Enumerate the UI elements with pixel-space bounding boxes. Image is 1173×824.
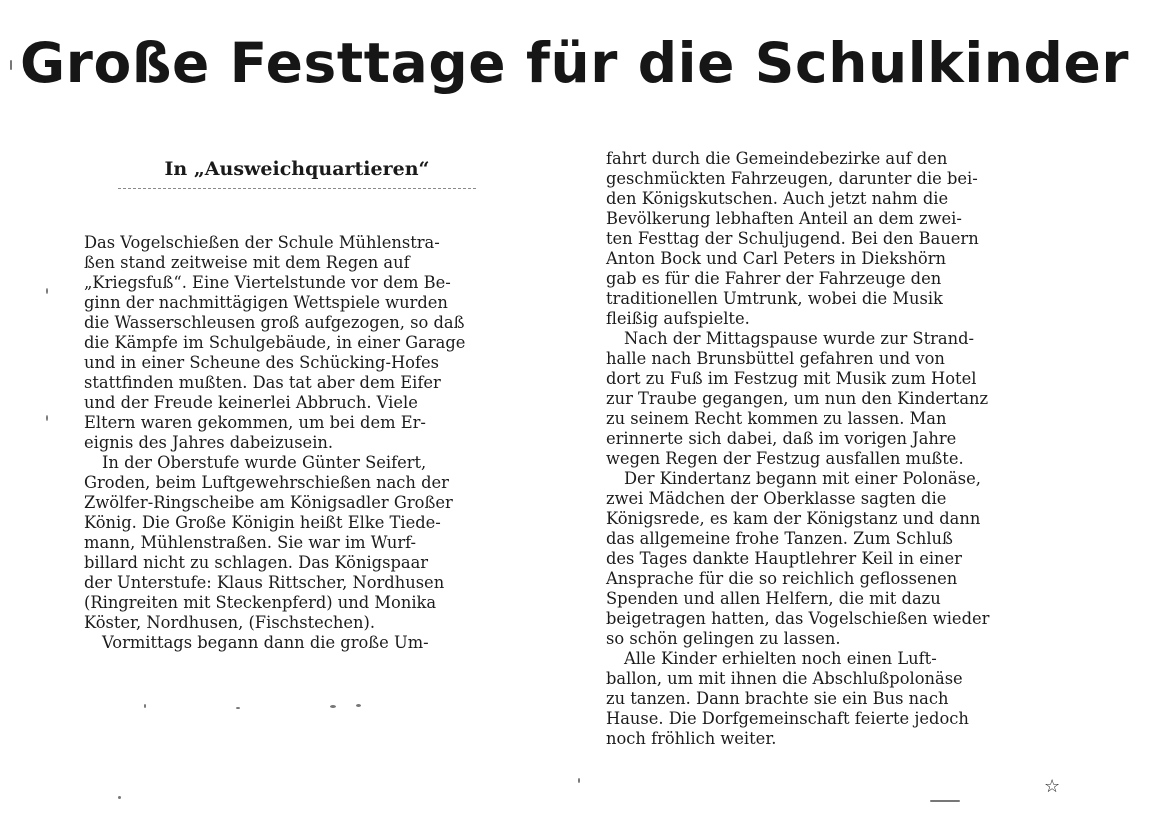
- left-column-line: billard nicht zu schlagen. Das Königspaar: [84, 553, 429, 572]
- left-column-line: und der Freude keinerlei Abbruch. Viele: [84, 393, 418, 412]
- left-column-line: Groden, beim Luftgewehrschießen nach der: [84, 473, 449, 492]
- right-column-line: Königsrede, es kam der Königstanz und dann: [606, 509, 981, 528]
- right-column-line: Alle Kinder erhielten noch einen Luft-: [624, 649, 937, 668]
- subheading-rule: [118, 188, 476, 189]
- right-column-line: gab es für die Fahrer der Fahrzeuge den: [606, 269, 942, 288]
- left-column-line: In der Oberstufe wurde Günter Seifert,: [102, 453, 427, 472]
- right-column-line: wegen Regen der Festzug ausfallen mußte.: [606, 449, 964, 468]
- right-column-line: des Tages dankte Hauptlehrer Keil in einer: [606, 549, 962, 568]
- right-column-line: so schön gelingen zu lassen.: [606, 629, 841, 648]
- left-column: [84, 233, 554, 653]
- right-column-line: ballon, um mit ihnen die Abschlußpolonäse: [606, 669, 963, 688]
- left-column-line: Eltern waren gekommen, um bei dem Er-: [84, 413, 426, 432]
- left-column-line: Köster, Nordhusen, (Fischstechen).: [84, 613, 376, 632]
- right-column-line: zur Traube gegangen, um nun den Kindertanz: [606, 389, 989, 408]
- right-column-line: Anton Bock und Carl Peters in Diekshörn: [606, 249, 946, 268]
- right-column-line: Der Kindertanz begann mit einer Polonäse,: [624, 469, 981, 488]
- right-column-line: geschmückten Fahrzeugen, darunter die bei-: [606, 169, 978, 188]
- headline: Große Festtage für die Schulkinder: [20, 31, 1130, 95]
- right-column-line: zwei Mädchen der Oberklasse sagten die: [606, 489, 947, 508]
- right-column-line: Spenden und allen Helfern, die mit dazu: [606, 589, 941, 608]
- left-column-line: König. Die Große Königin heißt Elke Tiede-: [84, 513, 441, 532]
- scan-speck: [578, 778, 580, 783]
- right-column-line: noch fröhlich weiter.: [606, 729, 777, 748]
- right-column-line: Ansprache für die so reichlich geflossenen: [606, 569, 958, 588]
- right-column-line: Bevölkerung lebhaften Anteil an dem zwei-: [606, 209, 962, 228]
- right-column-line: zu tanzen. Dann brachte sie ein Bus nach: [606, 689, 949, 708]
- left-column-line: Vormittags begann dann die große Um-: [102, 633, 429, 652]
- right-column-line: ten Festtag der Schuljugend. Bei den Bauern: [606, 229, 979, 248]
- subheading: In „Ausweichquartieren“: [164, 158, 430, 180]
- left-column-line: Das Vogelschießen der Schule Mühlenstra-: [84, 233, 440, 252]
- left-column-line: und in einer Scheune des Schücking-Hofes: [84, 353, 439, 372]
- right-column-line: dort zu Fuß im Festzug mit Musik zum Hotel: [606, 369, 977, 388]
- left-column-line: „Kriegsfuß“. Eine Viertelstunde vor dem Be-: [84, 273, 451, 292]
- right-column-line: erinnerte sich dabei, daß im vorigen Jahre: [606, 429, 957, 448]
- right-column-line: beigetragen hatten, das Vogelschießen wieder: [606, 609, 990, 628]
- right-column-line: fleißig aufspielte.: [606, 309, 750, 328]
- scan-speck: [10, 60, 12, 70]
- scan-speck: [356, 704, 361, 707]
- scan-speck: [236, 707, 240, 709]
- left-column-line: der Unterstufe: Klaus Rittscher, Nordhusen: [84, 573, 445, 592]
- left-column-line: stattfinden mußten. Das tat aber dem Eifer: [84, 373, 441, 392]
- right-column-line: den Königskutschen. Auch jetzt nahm die: [606, 189, 949, 208]
- scan-speck: [118, 796, 121, 799]
- left-column-line: Zwölfer-Ringscheibe am Königsadler Großer: [84, 493, 453, 512]
- right-column-line: halle nach Brunsbüttel gefahren und von: [606, 349, 945, 368]
- right-column-line: das allgemeine frohe Tanzen. Zum Schluß: [606, 529, 953, 548]
- scan-speck: [46, 288, 48, 294]
- scan-speck: [144, 704, 146, 708]
- left-column-line: eignis des Jahres dabeizusein.: [84, 433, 334, 452]
- right-column-line: fahrt durch die Gemeindebezirke auf den: [606, 149, 948, 168]
- left-column-line: ßen stand zeitweise mit dem Regen auf: [84, 253, 410, 272]
- scan-speck: [930, 800, 960, 802]
- left-column-line: mann, Mühlenstraßen. Sie war im Wurf-: [84, 533, 417, 552]
- left-column-line: die Wasserschleusen groß aufgezogen, so daß: [84, 313, 465, 332]
- scan-speck: [46, 415, 48, 421]
- right-column-line: Nach der Mittagspause wurde zur Strand-: [624, 329, 975, 348]
- left-column-line: (Ringreiten mit Steckenpferd) und Monika: [84, 593, 437, 612]
- right-column-line: zu seinem Recht kommen zu lassen. Man: [606, 409, 947, 428]
- left-column-line: die Kämpfe im Schulgebäude, in einer Garage: [84, 333, 466, 352]
- left-column-line: ginn der nachmittägigen Wettspiele wurden: [84, 293, 448, 312]
- scan-speck: [330, 705, 336, 708]
- end-star-icon: ☆: [1044, 776, 1061, 797]
- right-column: [606, 149, 1106, 749]
- right-column-line: Hause. Die Dorfgemeinschaft feierte jedoch: [606, 709, 969, 728]
- right-column-line: traditionellen Umtrunk, wobei die Musik: [606, 289, 943, 308]
